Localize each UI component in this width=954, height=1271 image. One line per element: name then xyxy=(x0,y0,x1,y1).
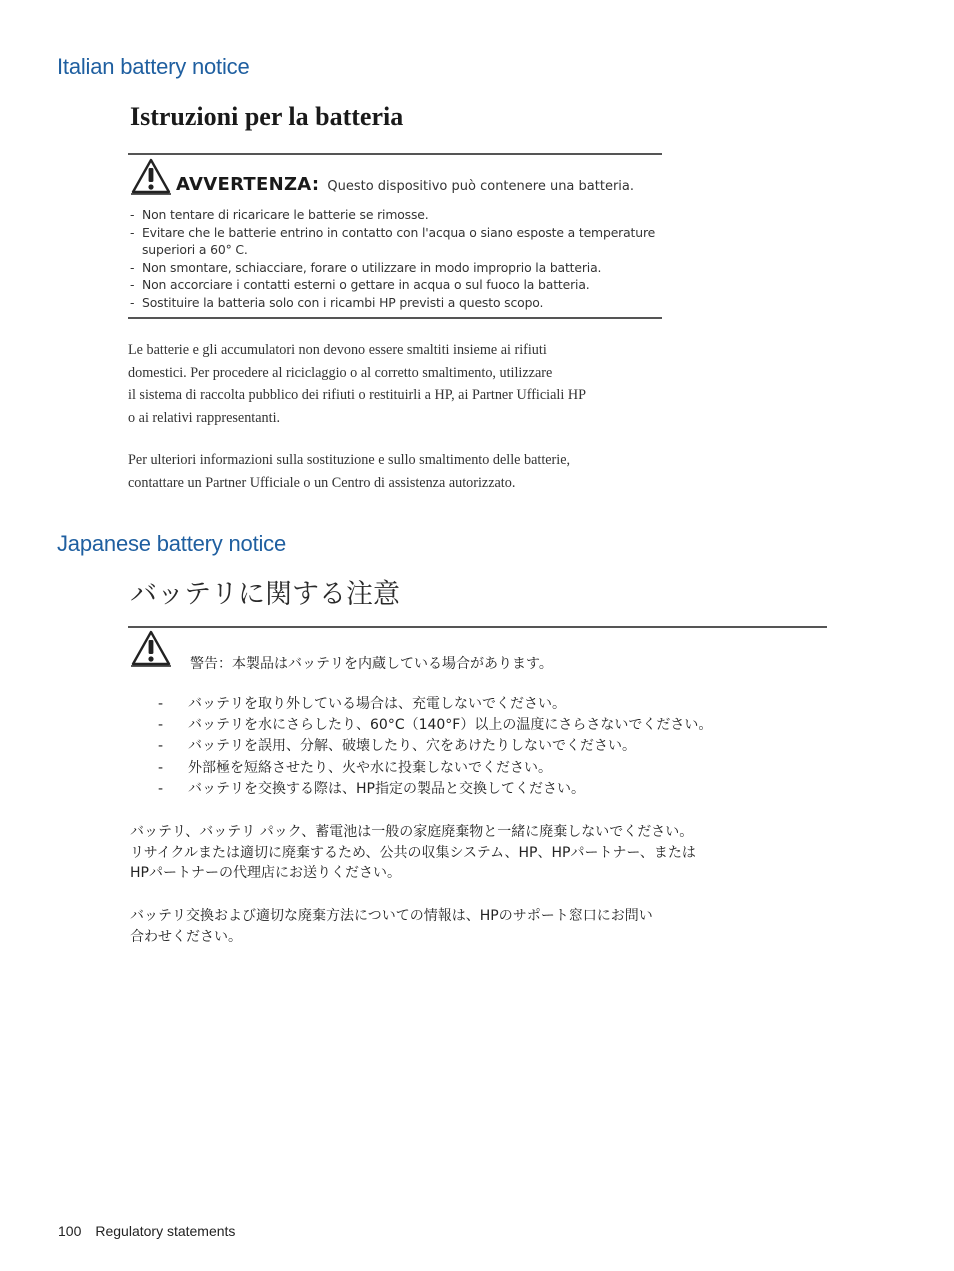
japanese-warning-list xyxy=(158,694,798,800)
list-item: - Evitare che le batterie entrino in contatto con l'acqua o siano esposte a temperature superiori a 60° C. xyxy=(130,224,660,259)
italian-notice-title: Istruzioni per la batteria xyxy=(130,102,404,131)
italian-warning-list xyxy=(130,206,660,311)
list-item: - バッテリを水にさらしたり、60°C（140°F）以上の温度にさらさないでください。 xyxy=(158,715,798,736)
list-item: - Non tentare di ricaricare le batterie se rimosse. xyxy=(130,206,660,224)
list-item: - Non accorciare i contatti esterni o gettare in acqua o sul fuoco la batteria. xyxy=(130,276,660,294)
page-footer xyxy=(58,1223,235,1239)
italian-bottom-rule xyxy=(128,317,662,319)
footer-section-title: Regulatory statements xyxy=(95,1223,236,1239)
japanese-notice-title: バッテリに関する注意 xyxy=(130,579,400,610)
italian-section-heading: Italian battery notice xyxy=(57,54,250,79)
list-item: - バッテリを誤用、分解、破壊したり、穴をあけたりしないでください。 xyxy=(158,736,798,757)
japanese-warning-text: 警告：本製品はバッテリを内蔵している場合があります。 xyxy=(190,656,553,672)
list-item: - Non smontare, schiacciare, forare o utilizzare in modo improprio la batteria. xyxy=(130,259,660,277)
warning-triangle-icon xyxy=(130,157,172,195)
italian-info-paragraph: Per ulteriori informazioni sulla sostituzione e sullo smaltimento delle batterie, contattare un Partner Ufficiale o un Centro di assistenza autorizzato. xyxy=(128,452,571,491)
japanese-disposal-paragraph: バッテリ、バッテリ パック、蓄電池は一般の家庭廃棄物と一緒に廃棄しないでください。 リサイクルまたは適切に廃棄するため、公共の収集システム、HP、HPパートナー、または HPパートナーの代理店にお送りください。 xyxy=(130,824,696,881)
italian-warning-line xyxy=(176,174,634,195)
italian-warning-label: AVVERTENZA: xyxy=(176,174,320,195)
list-item: - 外部極を短絡させたり、火や水に投棄しないでください。 xyxy=(158,758,798,779)
warning-triangle-icon xyxy=(130,629,172,667)
list-item: - バッテリを交換する際は、HP指定の製品と交換してください。 xyxy=(158,779,798,800)
page-number: 100 xyxy=(58,1223,82,1239)
italian-disposal-paragraph: Le batterie e gli accumulatori non devono essere smaltiti insieme ai rifiuti domestici. Per procedere al riciclaggio o al corretto smaltimento, utilizzare il sistema di raccolta pubblico dei rifiuti o restituirli a HP, ai Partner Ufficiali HP o ai relativi rappresentanti. xyxy=(128,342,586,426)
list-item: - Sostituire la batteria solo con i ricambi HP previsti a questo scopo. xyxy=(130,294,660,312)
japanese-info-paragraph: バッテリ交換および適切な廃棄方法についての情報は、HPのサポート窓口にお問い 合わせください。 xyxy=(130,908,653,945)
japanese-top-rule xyxy=(128,626,827,628)
list-item: - バッテリを取り外している場合は、充電しないでください。 xyxy=(158,694,798,715)
italian-top-rule xyxy=(128,153,662,155)
italian-warning-text: Questo dispositivo può contenere una batteria. xyxy=(327,179,634,194)
japanese-section-heading: Japanese battery notice xyxy=(57,531,286,556)
